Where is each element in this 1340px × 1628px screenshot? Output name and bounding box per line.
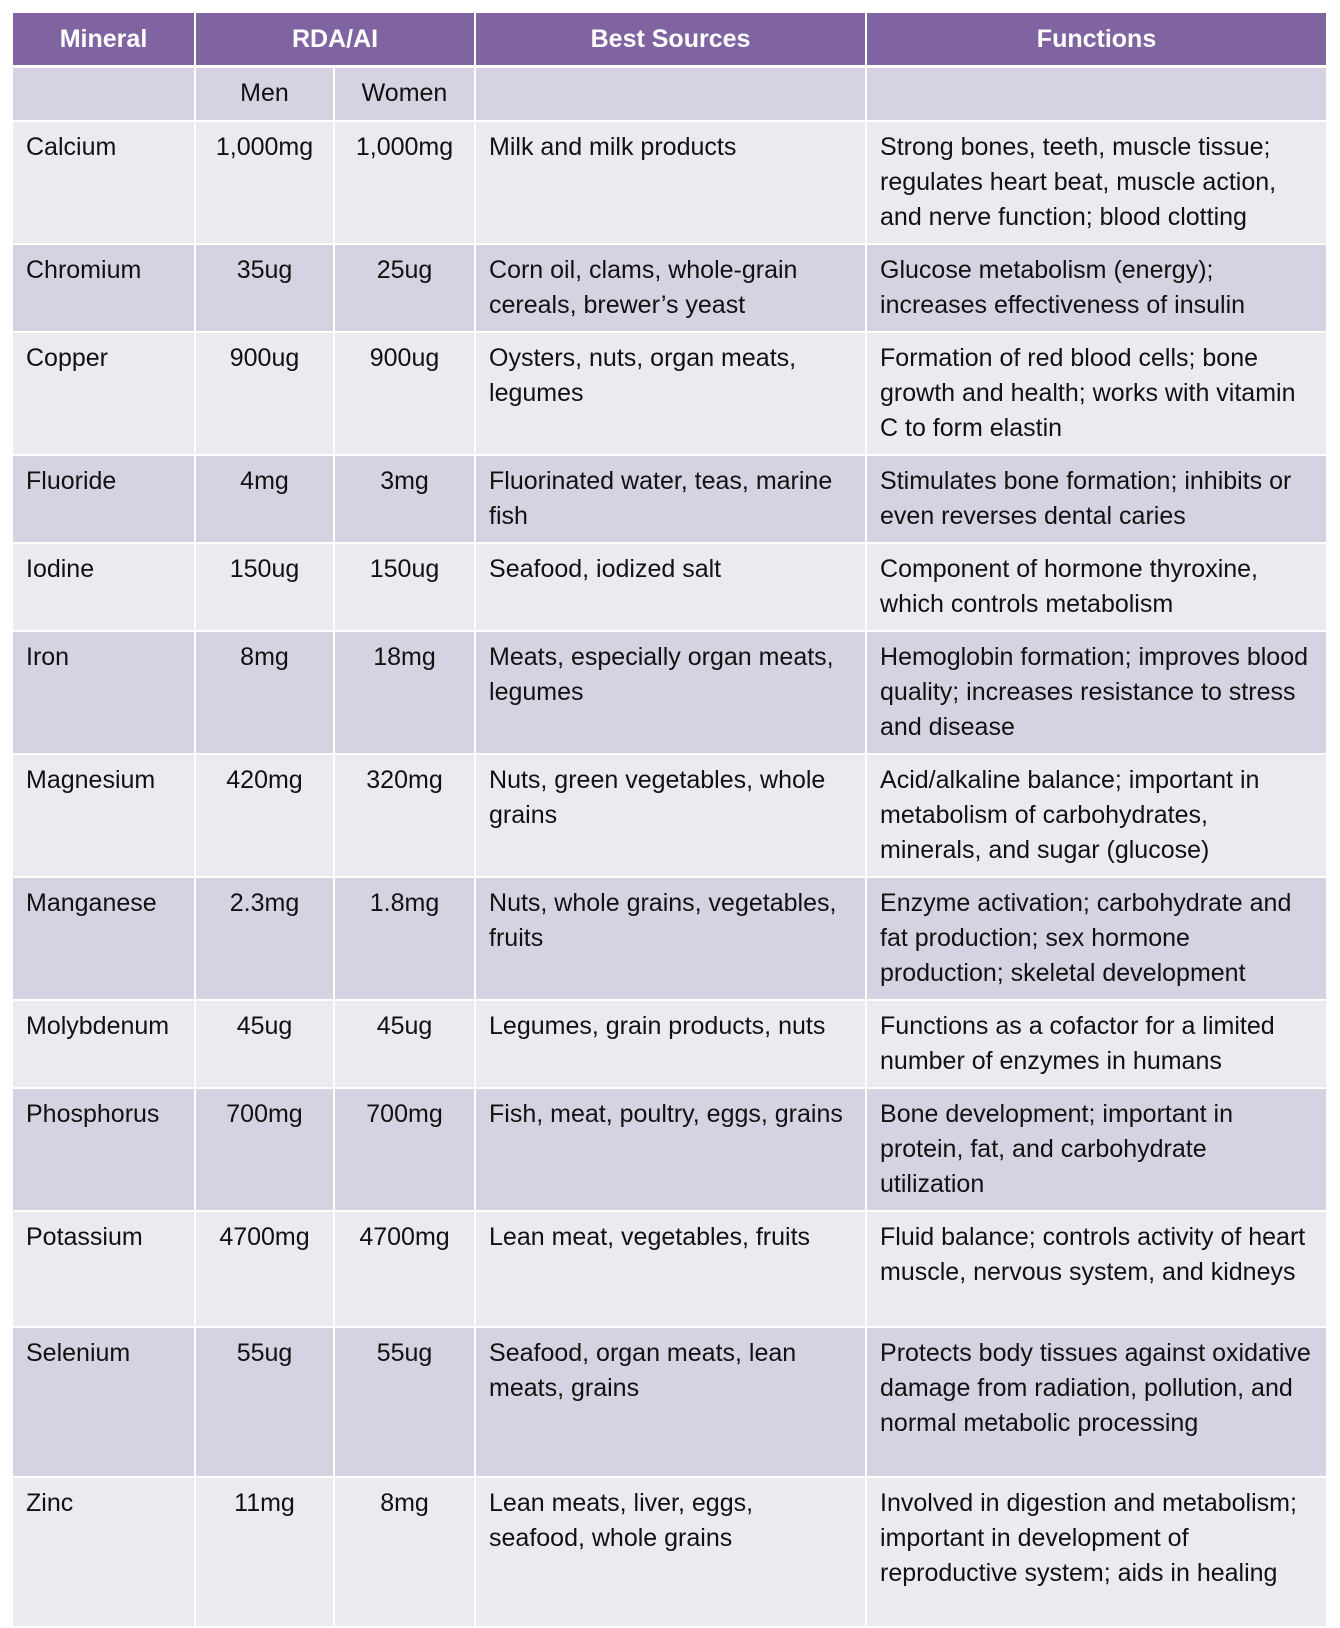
table-row — [13, 631, 1326, 754]
cell-best-sources: Oysters, nuts, organ meats, legumes — [475, 332, 866, 455]
table-row — [13, 244, 1326, 332]
cell-functions: Fluid balance; controls activity of heart muscle, nervous system, and kidneys — [866, 1211, 1326, 1327]
cell-best-sources: Lean meats, liver, eggs, seafood, whole grains — [475, 1477, 866, 1627]
cell-mineral: Chromium — [13, 244, 195, 332]
cell-rda-men: 2.3mg — [195, 877, 334, 1000]
cell-rda-women: 320mg — [334, 754, 475, 877]
cell-functions: Strong bones, teeth, muscle tissue; regulates heart beat, muscle action, and nerve function; blood clotting — [866, 121, 1326, 244]
cell-mineral: Iron — [13, 631, 195, 754]
cell-best-sources: Meats, especially organ meats, legumes — [475, 631, 866, 754]
cell-rda-women: 4700mg — [334, 1211, 475, 1327]
header-functions: Functions — [866, 13, 1326, 67]
table-row — [13, 455, 1326, 543]
cell-rda-men: 4700mg — [195, 1211, 334, 1327]
table-body — [13, 67, 1326, 1628]
cell-rda-men: 4mg — [195, 455, 334, 543]
cell-mineral: Zinc — [13, 1477, 195, 1627]
cell-mineral: Phosphorus — [13, 1088, 195, 1211]
cell-rda-women: 1,000mg — [334, 121, 475, 244]
cell-functions: Bone development; important in protein, fat, and carbohydrate utilization — [866, 1088, 1326, 1211]
cell-rda-men: 45ug — [195, 1000, 334, 1088]
cell-best-sources: Nuts, green vegetables, whole grains — [475, 754, 866, 877]
cell-best-sources: Seafood, organ meats, lean meats, grains — [475, 1327, 866, 1477]
cell-mineral: Molybdenum — [13, 1000, 195, 1088]
subheader-women: Women — [334, 67, 475, 122]
cell-mineral: Copper — [13, 332, 195, 455]
cell-functions: Formation of red blood cells; bone growth and health; works with vitamin C to form elastin — [866, 332, 1326, 455]
cell-best-sources: Nuts, whole grains, vegetables, fruits — [475, 877, 866, 1000]
cell-rda-women: 700mg — [334, 1088, 475, 1211]
header-best-sources: Best Sources — [475, 13, 866, 67]
subheader-blank-sources — [475, 67, 866, 122]
cell-functions: Protects body tissues against oxidative damage from radiation, pollution, and normal metabolic processing — [866, 1327, 1326, 1477]
cell-rda-women: 900ug — [334, 332, 475, 455]
cell-rda-women: 150ug — [334, 543, 475, 631]
table-row — [13, 332, 1326, 455]
cell-best-sources: Milk and milk products — [475, 121, 866, 244]
cell-rda-men: 150ug — [195, 543, 334, 631]
cell-mineral: Fluoride — [13, 455, 195, 543]
cell-rda-men: 420mg — [195, 754, 334, 877]
cell-functions: Glucose metabolism (energy); increases effectiveness of insulin — [866, 244, 1326, 332]
cell-best-sources: Corn oil, clams, whole-grain cereals, brewer’s yeast — [475, 244, 866, 332]
cell-mineral: Calcium — [13, 121, 195, 244]
table-row — [13, 543, 1326, 631]
cell-rda-men: 8mg — [195, 631, 334, 754]
table-row — [13, 1211, 1326, 1327]
cell-rda-women: 45ug — [334, 1000, 475, 1088]
cell-best-sources: Legumes, grain products, nuts — [475, 1000, 866, 1088]
table-row — [13, 1000, 1326, 1088]
mineral-table — [13, 13, 1326, 1628]
cell-rda-women: 8mg — [334, 1477, 475, 1627]
cell-functions: Enzyme activation; carbohydrate and fat production; sex hormone production; skeletal development — [866, 877, 1326, 1000]
header-rda-ai: RDA/AI — [195, 13, 475, 67]
cell-mineral: Manganese — [13, 877, 195, 1000]
cell-mineral: Magnesium — [13, 754, 195, 877]
cell-mineral: Iodine — [13, 543, 195, 631]
subheader-blank-mineral — [13, 67, 195, 122]
cell-rda-men: 55ug — [195, 1327, 334, 1477]
cell-functions: Component of hormone thyroxine, which controls metabolism — [866, 543, 1326, 631]
table-row — [13, 754, 1326, 877]
cell-mineral: Potassium — [13, 1211, 195, 1327]
cell-functions: Hemoglobin formation; improves blood quality; increases resistance to stress and disease — [866, 631, 1326, 754]
cell-rda-women: 25ug — [334, 244, 475, 332]
cell-rda-men: 700mg — [195, 1088, 334, 1211]
cell-rda-women: 55ug — [334, 1327, 475, 1477]
cell-rda-men: 1,000mg — [195, 121, 334, 244]
cell-rda-women: 3mg — [334, 455, 475, 543]
table-header — [13, 13, 1326, 67]
cell-functions: Acid/alkaline balance; important in metabolism of carbohydrates, minerals, and sugar (glucose) — [866, 754, 1326, 877]
cell-best-sources: Fish, meat, poultry, eggs, grains — [475, 1088, 866, 1211]
table-row — [13, 877, 1326, 1000]
cell-rda-men: 35ug — [195, 244, 334, 332]
header-mineral: Mineral — [13, 13, 195, 67]
subheader-men: Men — [195, 67, 334, 122]
cell-mineral: Selenium — [13, 1327, 195, 1477]
cell-functions: Functions as a cofactor for a limited number of enzymes in humans — [866, 1000, 1326, 1088]
cell-best-sources: Seafood, iodized salt — [475, 543, 866, 631]
table-row — [13, 121, 1326, 244]
cell-rda-men: 900ug — [195, 332, 334, 455]
subheader-blank-functions — [866, 67, 1326, 122]
cell-best-sources: Fluorinated water, teas, marine fish — [475, 455, 866, 543]
cell-rda-women: 18mg — [334, 631, 475, 754]
subheader-row — [13, 67, 1326, 122]
table-row — [13, 1088, 1326, 1211]
cell-rda-men: 11mg — [195, 1477, 334, 1627]
cell-best-sources: Lean meat, vegetables, fruits — [475, 1211, 866, 1327]
header-row — [13, 13, 1326, 67]
table-row — [13, 1327, 1326, 1477]
table-row — [13, 1477, 1326, 1627]
cell-rda-women: 1.8mg — [334, 877, 475, 1000]
cell-functions: Involved in digestion and metabolism; important in development of reproductive system; aids in healing — [866, 1477, 1326, 1627]
cell-functions: Stimulates bone formation; inhibits or even reverses dental caries — [866, 455, 1326, 543]
